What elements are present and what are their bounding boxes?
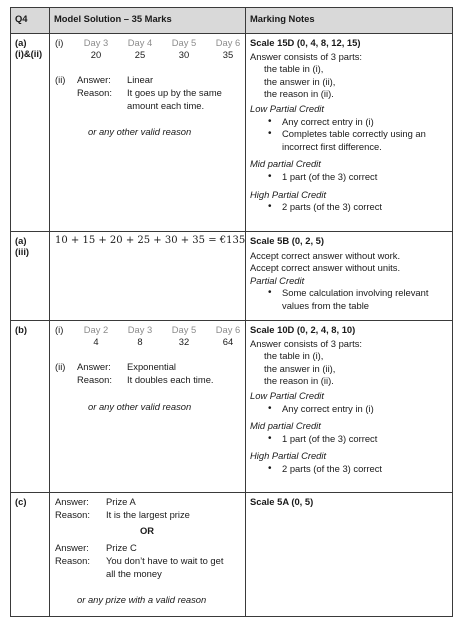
day-header: Day 6 <box>215 37 241 48</box>
reason-value-cont: all the money <box>106 568 162 579</box>
answer-label: Answer: <box>55 496 89 507</box>
part-ii-marker: (ii) <box>55 361 66 372</box>
part-i-marker: (i) <box>55 37 64 48</box>
question-label-c <box>11 493 50 617</box>
marking-notes-b <box>246 321 453 493</box>
low-partial-credit-heading: Low Partial Credit <box>250 389 324 401</box>
marking-notes-a-iii <box>246 232 453 321</box>
mid-partial-credit-list <box>250 433 448 446</box>
low-partial-credit-list <box>250 403 448 416</box>
day-value: 32 <box>178 336 190 347</box>
partial-credit-heading: Partial Credit <box>250 274 305 286</box>
reason-value: It doubles each time. <box>127 374 214 385</box>
question-label-part: (a) <box>15 37 27 48</box>
list-item: • Completes table correctly using an incorrect first difference. <box>268 128 448 153</box>
day-value: 8 <box>137 336 143 347</box>
scale-title: Scale 15D (0, 4, 8, 12, 15) <box>250 37 361 48</box>
list-item: • 2 parts (of the 3) correct <box>268 463 448 476</box>
day-value: 35 <box>222 49 234 60</box>
day-header: Day 5 <box>171 324 197 335</box>
day-header: Day 2 <box>83 324 109 335</box>
high-partial-credit-heading: High Partial Credit <box>250 450 327 462</box>
part-item: the answer in (ii), <box>264 362 336 374</box>
answer-value: Linear <box>127 74 154 85</box>
part-i-marker: (i) <box>55 324 64 335</box>
day-header: Day 3 <box>83 37 109 48</box>
list-item: • Any correct entry in (i) <box>268 116 448 129</box>
day-value: 64 <box>222 336 234 347</box>
question-label-part: (b) <box>15 324 27 335</box>
header-question: Q4 <box>11 8 50 34</box>
reason-label: Reason: <box>77 87 112 98</box>
model-solution-c <box>50 493 246 617</box>
question-label-a-i-ii <box>11 34 50 232</box>
answer-consists: Answer consists of 3 parts: <box>250 337 363 349</box>
day-value: 25 <box>134 49 146 60</box>
alternative-note: or any other valid reason <box>88 126 192 137</box>
question-label-part: (a) <box>15 235 27 246</box>
day-value: 30 <box>178 49 190 60</box>
question-label-sub: (iii) <box>15 246 30 257</box>
header-row <box>11 8 453 34</box>
model-solution-a-iii <box>50 232 246 321</box>
mid-partial-credit-list <box>250 171 448 184</box>
day-value: 20 <box>90 49 102 60</box>
day-header: Day 6 <box>215 324 241 335</box>
reason-value: It is the largest prize <box>106 509 190 520</box>
accept-note: Accept correct answer without work. <box>250 249 401 261</box>
scale-title: Scale 5A (0, 5) <box>250 496 314 507</box>
day-header: Day 3 <box>127 324 153 335</box>
day-header: Day 5 <box>171 37 197 48</box>
mid-partial-credit-heading: Mid partial Credit <box>250 420 321 432</box>
answer-label: Answer: <box>55 542 89 553</box>
list-item: • 1 part (of the 3) correct <box>268 171 448 184</box>
row-a-i-ii <box>11 34 453 232</box>
reason-value: It goes up by the same <box>127 87 222 98</box>
answer-value: Exponential <box>127 361 176 372</box>
answer-label: Answer: <box>77 74 111 85</box>
list-item: • Any correct entry in (i) <box>268 403 448 416</box>
part-item: the table in (i), <box>264 63 324 75</box>
header-marking-notes: Marking Notes <box>246 8 453 34</box>
row-a-iii <box>11 232 453 321</box>
question-label-part: (c) <box>15 496 27 507</box>
list-item: • 1 part (of the 3) correct <box>268 433 448 446</box>
mid-partial-credit-heading: Mid partial Credit <box>250 158 321 170</box>
scale-title: Scale 10D (0, 2, 4, 8, 10) <box>250 324 356 335</box>
part-item: the table in (i), <box>264 350 324 362</box>
marking-notes-a-i-ii <box>246 34 453 232</box>
part-item: the reason in (ii). <box>264 88 334 100</box>
part-item: the answer in (ii), <box>264 75 336 87</box>
scale-title: Scale 5B (0, 2, 5) <box>250 235 324 246</box>
day-header: Day 4 <box>127 37 153 48</box>
reason-value-cont: amount each time. <box>127 100 205 111</box>
question-label-sub: (i)&(ii) <box>15 48 43 59</box>
question-label-b <box>11 321 50 493</box>
marking-scheme-table <box>10 7 453 617</box>
sum-equation: 10 + 15 + 20 + 25 + 30 + 35 = €135 <box>55 235 246 246</box>
marking-notes-c <box>246 493 453 617</box>
high-partial-credit-list <box>250 463 448 476</box>
answer-value: Prize A <box>106 496 136 507</box>
question-label-a-iii <box>11 232 50 321</box>
model-solution-b <box>50 321 246 493</box>
high-partial-credit-list <box>250 201 448 214</box>
header-model-solution: Model Solution – 35 Marks <box>50 8 246 34</box>
part-ii-marker: (ii) <box>55 74 66 85</box>
accept-note: Accept correct answer without units. <box>250 262 401 274</box>
row-b <box>11 321 453 493</box>
partial-credit-list <box>250 287 448 312</box>
answer-value: Prize C <box>106 542 137 553</box>
part-item: the reason in (ii). <box>264 375 334 387</box>
model-solution-a-i-ii <box>50 34 246 232</box>
or-separator: OR <box>140 525 155 536</box>
low-partial-credit-heading: Low Partial Credit <box>250 102 324 114</box>
list-item: • 2 parts (of the 3) correct <box>268 201 448 214</box>
reason-label: Reason: <box>77 374 112 385</box>
alternative-note: or any prize with a valid reason <box>77 594 207 605</box>
alternative-note: or any other valid reason <box>88 401 192 412</box>
answer-label: Answer: <box>77 361 111 372</box>
row-c <box>11 493 453 617</box>
reason-value: You don’t have to wait to get <box>106 555 224 566</box>
marking-scheme-page <box>10 7 452 618</box>
low-partial-credit-list <box>250 116 448 154</box>
reason-label: Reason: <box>55 509 90 520</box>
reason-label: Reason: <box>55 555 90 566</box>
high-partial-credit-heading: High Partial Credit <box>250 188 327 200</box>
list-item: • Some calculation involving relevant values from the table <box>268 287 448 312</box>
day-value: 4 <box>93 336 99 347</box>
answer-consists: Answer consists of 3 parts: <box>250 50 363 62</box>
